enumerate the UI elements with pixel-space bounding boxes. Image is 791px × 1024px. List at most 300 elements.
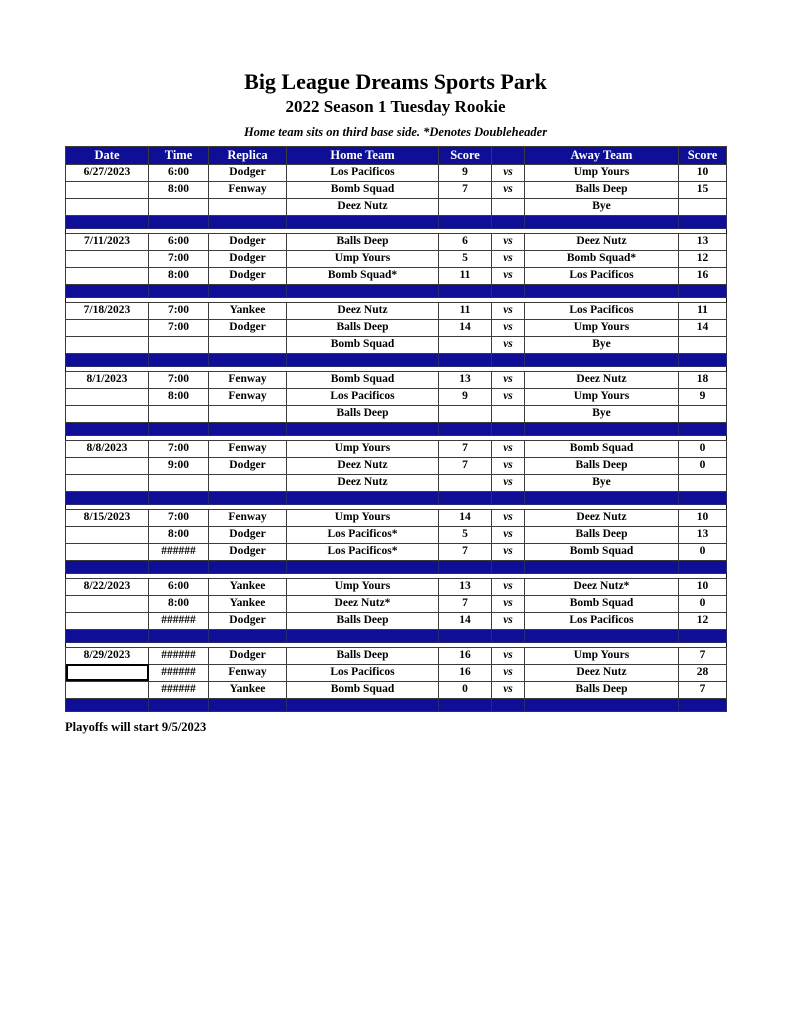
column-header-vs — [492, 146, 525, 164]
divider-cell — [287, 629, 439, 642]
divider-cell — [492, 629, 525, 642]
vs-cell: vs — [492, 302, 525, 319]
away-score-cell: 0 — [679, 543, 727, 560]
away-score-cell: 0 — [679, 457, 727, 474]
away-score-cell: 15 — [679, 181, 727, 198]
date-cell — [66, 457, 149, 474]
replica-cell: Fenway — [209, 181, 287, 198]
divider-row — [66, 629, 727, 642]
away-score-cell: 10 — [679, 509, 727, 526]
away-team-cell: Bye — [525, 336, 679, 353]
game-row — [66, 440, 727, 457]
bye-row — [66, 198, 727, 215]
column-header-date: Date — [66, 146, 149, 164]
vs-cell: vs — [492, 595, 525, 612]
date-cell — [66, 405, 149, 422]
game-row — [66, 319, 727, 336]
date-cell — [66, 198, 149, 215]
divider-cell — [679, 560, 727, 573]
away-score-cell: 12 — [679, 612, 727, 629]
vs-cell: vs — [492, 647, 525, 664]
vs-cell: vs — [492, 250, 525, 267]
divider-cell — [66, 353, 149, 366]
home-score-cell — [439, 198, 492, 215]
away-team-cell: Bomb Squad — [525, 440, 679, 457]
divider-row — [66, 560, 727, 573]
date-cell — [66, 664, 149, 681]
home-team-cell: Balls Deep — [287, 612, 439, 629]
divider-row — [66, 353, 727, 366]
away-score-cell — [679, 198, 727, 215]
date-cell — [66, 319, 149, 336]
replica-cell: Fenway — [209, 440, 287, 457]
vs-cell: vs — [492, 164, 525, 181]
away-team-cell: Ump Yours — [525, 388, 679, 405]
home-team-cell: Deez Nutz — [287, 474, 439, 491]
home-score-cell: 11 — [439, 267, 492, 284]
vs-cell: vs — [492, 543, 525, 560]
away-score-cell: 16 — [679, 267, 727, 284]
date-cell — [66, 474, 149, 491]
divider-cell — [679, 284, 727, 297]
home-team-cell: Deez Nutz* — [287, 595, 439, 612]
replica-cell — [209, 405, 287, 422]
vs-cell: vs — [492, 457, 525, 474]
home-score-cell: 5 — [439, 250, 492, 267]
date-cell: 6/27/2023 — [66, 164, 149, 181]
time-cell: ###### — [149, 612, 209, 629]
date-cell: 8/8/2023 — [66, 440, 149, 457]
divider-cell — [209, 629, 287, 642]
away-team-cell: Bye — [525, 405, 679, 422]
time-cell: ###### — [149, 681, 209, 698]
vs-cell: vs — [492, 319, 525, 336]
divider-cell — [492, 698, 525, 711]
away-score-cell: 13 — [679, 526, 727, 543]
divider-cell — [679, 215, 727, 228]
replica-cell: Yankee — [209, 681, 287, 698]
home-team-cell: Balls Deep — [287, 405, 439, 422]
divider-cell — [439, 560, 492, 573]
home-score-cell: 13 — [439, 578, 492, 595]
time-cell: 6:00 — [149, 233, 209, 250]
document-header — [0, 0, 791, 140]
home-team-cell: Bomb Squad — [287, 371, 439, 388]
away-score-cell: 28 — [679, 664, 727, 681]
divider-cell — [209, 215, 287, 228]
divider-cell — [66, 560, 149, 573]
home-score-cell: 5 — [439, 526, 492, 543]
time-cell: 8:00 — [149, 595, 209, 612]
divider-row — [66, 422, 727, 435]
time-cell: 8:00 — [149, 526, 209, 543]
replica-cell: Fenway — [209, 388, 287, 405]
game-row — [66, 612, 727, 629]
divider-cell — [492, 491, 525, 504]
away-score-cell: 10 — [679, 164, 727, 181]
replica-cell: Dodger — [209, 233, 287, 250]
replica-cell — [209, 336, 287, 353]
game-row — [66, 233, 727, 250]
bye-row — [66, 336, 727, 353]
home-team-cell: Los Pacificos — [287, 388, 439, 405]
divider-cell — [679, 629, 727, 642]
divider-cell — [525, 491, 679, 504]
column-header-score: Score — [439, 146, 492, 164]
column-header-away-team: Away Team — [525, 146, 679, 164]
time-cell: 7:00 — [149, 440, 209, 457]
divider-cell — [287, 698, 439, 711]
game-row — [66, 526, 727, 543]
replica-cell: Fenway — [209, 664, 287, 681]
divider-cell — [492, 422, 525, 435]
home-score-cell: 16 — [439, 647, 492, 664]
game-row — [66, 181, 727, 198]
divider-cell — [287, 353, 439, 366]
home-score-cell: 14 — [439, 612, 492, 629]
divider-cell — [679, 353, 727, 366]
away-score-cell: 18 — [679, 371, 727, 388]
bye-row — [66, 405, 727, 422]
game-row — [66, 664, 727, 681]
away-team-cell: Bye — [525, 474, 679, 491]
divider-cell — [439, 284, 492, 297]
time-cell: 6:00 — [149, 578, 209, 595]
away-score-cell: 10 — [679, 578, 727, 595]
time-cell: ###### — [149, 543, 209, 560]
time-cell — [149, 336, 209, 353]
home-team-cell: Ump Yours — [287, 250, 439, 267]
away-score-cell: 13 — [679, 233, 727, 250]
replica-cell: Yankee — [209, 595, 287, 612]
time-cell: 6:00 — [149, 164, 209, 181]
date-cell — [66, 681, 149, 698]
divider-cell — [66, 422, 149, 435]
time-cell — [149, 405, 209, 422]
home-team-cell: Deez Nutz — [287, 198, 439, 215]
replica-cell: Fenway — [209, 371, 287, 388]
home-score-cell: 7 — [439, 440, 492, 457]
header-row — [66, 146, 727, 164]
game-row — [66, 509, 727, 526]
divider-row — [66, 698, 727, 711]
home-score-cell: 7 — [439, 595, 492, 612]
divider-cell — [287, 560, 439, 573]
away-team-cell: Bomb Squad — [525, 543, 679, 560]
divider-cell — [439, 422, 492, 435]
away-team-cell: Ump Yours — [525, 164, 679, 181]
divider-cell — [525, 353, 679, 366]
page-subtitle: 2022 Season 1 Tuesday Rookie — [285, 97, 506, 117]
away-team-cell: Deez Nutz — [525, 233, 679, 250]
time-cell: ###### — [149, 664, 209, 681]
vs-cell: vs — [492, 578, 525, 595]
game-row — [66, 647, 727, 664]
game-row — [66, 388, 727, 405]
away-team-cell: Balls Deep — [525, 681, 679, 698]
time-cell: 8:00 — [149, 388, 209, 405]
divider-cell — [439, 491, 492, 504]
replica-cell: Dodger — [209, 164, 287, 181]
away-score-cell: 0 — [679, 440, 727, 457]
home-team-cell: Deez Nutz — [287, 457, 439, 474]
home-team-cell: Los Pacificos* — [287, 543, 439, 560]
away-score-cell — [679, 474, 727, 491]
page-title: Big League Dreams Sports Park — [244, 69, 547, 94]
replica-cell: Dodger — [209, 526, 287, 543]
away-team-cell: Bye — [525, 198, 679, 215]
home-score-cell: 14 — [439, 509, 492, 526]
divider-cell — [149, 629, 209, 642]
divider-row — [66, 284, 727, 297]
away-team-cell: Los Pacificos — [525, 612, 679, 629]
divider-cell — [492, 284, 525, 297]
replica-cell — [209, 198, 287, 215]
home-score-cell — [439, 474, 492, 491]
date-cell — [66, 336, 149, 353]
game-row — [66, 578, 727, 595]
divider-cell — [287, 215, 439, 228]
date-cell — [66, 543, 149, 560]
replica-cell: Dodger — [209, 647, 287, 664]
home-team-cell: Balls Deep — [287, 647, 439, 664]
home-team-cell: Bomb Squad — [287, 336, 439, 353]
time-cell: 7:00 — [149, 250, 209, 267]
vs-cell: vs — [492, 181, 525, 198]
away-score-cell: 14 — [679, 319, 727, 336]
divider-cell — [149, 560, 209, 573]
home-score-cell: 14 — [439, 319, 492, 336]
date-cell — [66, 250, 149, 267]
divider-cell — [209, 491, 287, 504]
divider-cell — [287, 491, 439, 504]
home-team-cell: Balls Deep — [287, 233, 439, 250]
away-score-cell: 12 — [679, 250, 727, 267]
time-cell — [149, 198, 209, 215]
vs-cell: vs — [492, 681, 525, 698]
away-team-cell: Bomb Squad — [525, 595, 679, 612]
time-cell: 8:00 — [149, 181, 209, 198]
divider-cell — [525, 284, 679, 297]
game-row — [66, 681, 727, 698]
date-cell: 8/15/2023 — [66, 509, 149, 526]
vs-cell: vs — [492, 371, 525, 388]
divider-cell — [66, 698, 149, 711]
away-score-cell: 9 — [679, 388, 727, 405]
away-score-cell: 11 — [679, 302, 727, 319]
date-cell — [66, 267, 149, 284]
away-score-cell: 7 — [679, 681, 727, 698]
time-cell: 8:00 — [149, 267, 209, 284]
divider-cell — [66, 284, 149, 297]
home-team-cell: Ump Yours — [287, 578, 439, 595]
date-cell: 7/11/2023 — [66, 233, 149, 250]
home-score-cell: 0 — [439, 681, 492, 698]
home-score-cell — [439, 336, 492, 353]
away-team-cell: Balls Deep — [525, 181, 679, 198]
divider-cell — [525, 215, 679, 228]
vs-cell: vs — [492, 388, 525, 405]
home-score-cell: 9 — [439, 388, 492, 405]
divider-cell — [209, 284, 287, 297]
vs-cell — [492, 198, 525, 215]
away-team-cell: Deez Nutz — [525, 664, 679, 681]
away-score-cell — [679, 405, 727, 422]
game-row — [66, 543, 727, 560]
replica-cell: Dodger — [209, 612, 287, 629]
home-score-cell: 11 — [439, 302, 492, 319]
away-team-cell: Bomb Squad* — [525, 250, 679, 267]
game-row — [66, 250, 727, 267]
replica-cell: Dodger — [209, 319, 287, 336]
column-header-home-team: Home Team — [287, 146, 439, 164]
game-row — [66, 302, 727, 319]
divider-row — [66, 215, 727, 228]
home-team-cell: Balls Deep — [287, 319, 439, 336]
divider-cell — [66, 491, 149, 504]
home-team-cell: Ump Yours — [287, 440, 439, 457]
home-team-cell: Bomb Squad — [287, 681, 439, 698]
time-cell: ###### — [149, 647, 209, 664]
divider-cell — [149, 491, 209, 504]
game-row — [66, 595, 727, 612]
date-cell: 7/18/2023 — [66, 302, 149, 319]
away-score-cell — [679, 336, 727, 353]
divider-cell — [66, 629, 149, 642]
away-team-cell: Balls Deep — [525, 457, 679, 474]
game-row — [66, 371, 727, 388]
away-team-cell: Ump Yours — [525, 647, 679, 664]
home-team-cell: Bomb Squad* — [287, 267, 439, 284]
replica-cell: Dodger — [209, 267, 287, 284]
divider-cell — [149, 284, 209, 297]
legend-note: Home team sits on third base side. *Denotes Doubleheader — [243, 124, 548, 139]
divider-cell — [439, 698, 492, 711]
divider-cell — [149, 353, 209, 366]
home-score-cell: 7 — [439, 543, 492, 560]
away-team-cell: Los Pacificos — [525, 267, 679, 284]
divider-cell — [492, 560, 525, 573]
replica-cell: Yankee — [209, 302, 287, 319]
vs-cell: vs — [492, 474, 525, 491]
divider-cell — [66, 215, 149, 228]
time-cell: 7:00 — [149, 319, 209, 336]
column-header-time: Time — [149, 146, 209, 164]
home-score-cell: 9 — [439, 164, 492, 181]
home-score-cell: 6 — [439, 233, 492, 250]
date-cell — [66, 526, 149, 543]
schedule-table — [65, 146, 727, 712]
game-row — [66, 457, 727, 474]
home-score-cell — [439, 405, 492, 422]
replica-cell: Dodger — [209, 457, 287, 474]
home-team-cell: Deez Nutz — [287, 302, 439, 319]
divider-cell — [679, 698, 727, 711]
away-team-cell: Los Pacificos — [525, 302, 679, 319]
replica-cell: Dodger — [209, 543, 287, 560]
away-score-cell: 7 — [679, 647, 727, 664]
date-cell — [66, 612, 149, 629]
divider-cell — [149, 215, 209, 228]
divider-cell — [525, 698, 679, 711]
replica-cell: Yankee — [209, 578, 287, 595]
home-score-cell: 16 — [439, 664, 492, 681]
schedule-table-header — [66, 146, 727, 164]
away-team-cell: Ump Yours — [525, 319, 679, 336]
away-score-cell: 0 — [679, 595, 727, 612]
date-cell — [66, 595, 149, 612]
divider-cell — [525, 629, 679, 642]
game-row — [66, 267, 727, 284]
divider-cell — [492, 215, 525, 228]
home-team-cell: Los Pacificos* — [287, 526, 439, 543]
divider-cell — [679, 422, 727, 435]
divider-cell — [439, 215, 492, 228]
time-cell — [149, 474, 209, 491]
vs-cell: vs — [492, 267, 525, 284]
home-score-cell: 7 — [439, 457, 492, 474]
time-cell: 9:00 — [149, 457, 209, 474]
playoffs-note: Playoffs will start 9/5/2023 — [65, 719, 207, 734]
divider-cell — [287, 284, 439, 297]
home-score-cell: 7 — [439, 181, 492, 198]
column-header-replica: Replica — [209, 146, 287, 164]
vs-cell: vs — [492, 612, 525, 629]
divider-cell — [209, 353, 287, 366]
date-cell — [66, 388, 149, 405]
divider-cell — [209, 698, 287, 711]
home-score-cell: 13 — [439, 371, 492, 388]
away-team-cell: Deez Nutz — [525, 371, 679, 388]
vs-cell: vs — [492, 526, 525, 543]
replica-cell — [209, 474, 287, 491]
vs-cell: vs — [492, 664, 525, 681]
vs-cell: vs — [492, 440, 525, 457]
divider-cell — [209, 422, 287, 435]
away-team-cell: Deez Nutz — [525, 509, 679, 526]
game-row — [66, 164, 727, 181]
divider-cell — [679, 491, 727, 504]
divider-cell — [439, 629, 492, 642]
bye-row — [66, 474, 727, 491]
divider-cell — [439, 353, 492, 366]
divider-cell — [492, 353, 525, 366]
divider-cell — [525, 422, 679, 435]
vs-cell: vs — [492, 509, 525, 526]
divider-cell — [149, 698, 209, 711]
home-team-cell: Bomb Squad — [287, 181, 439, 198]
date-cell — [66, 181, 149, 198]
vs-cell: vs — [492, 336, 525, 353]
replica-cell: Fenway — [209, 509, 287, 526]
divider-cell — [209, 560, 287, 573]
away-team-cell: Balls Deep — [525, 526, 679, 543]
home-team-cell: Ump Yours — [287, 509, 439, 526]
replica-cell: Dodger — [209, 250, 287, 267]
time-cell: 7:00 — [149, 509, 209, 526]
divider-row — [66, 491, 727, 504]
date-cell: 8/1/2023 — [66, 371, 149, 388]
home-team-cell: Los Pacificos — [287, 664, 439, 681]
divider-cell — [149, 422, 209, 435]
time-cell: 7:00 — [149, 371, 209, 388]
away-team-cell: Deez Nutz* — [525, 578, 679, 595]
divider-cell — [287, 422, 439, 435]
column-header-score: Score — [679, 146, 727, 164]
time-cell: 7:00 — [149, 302, 209, 319]
home-team-cell: Los Pacificos — [287, 164, 439, 181]
divider-cell — [525, 560, 679, 573]
